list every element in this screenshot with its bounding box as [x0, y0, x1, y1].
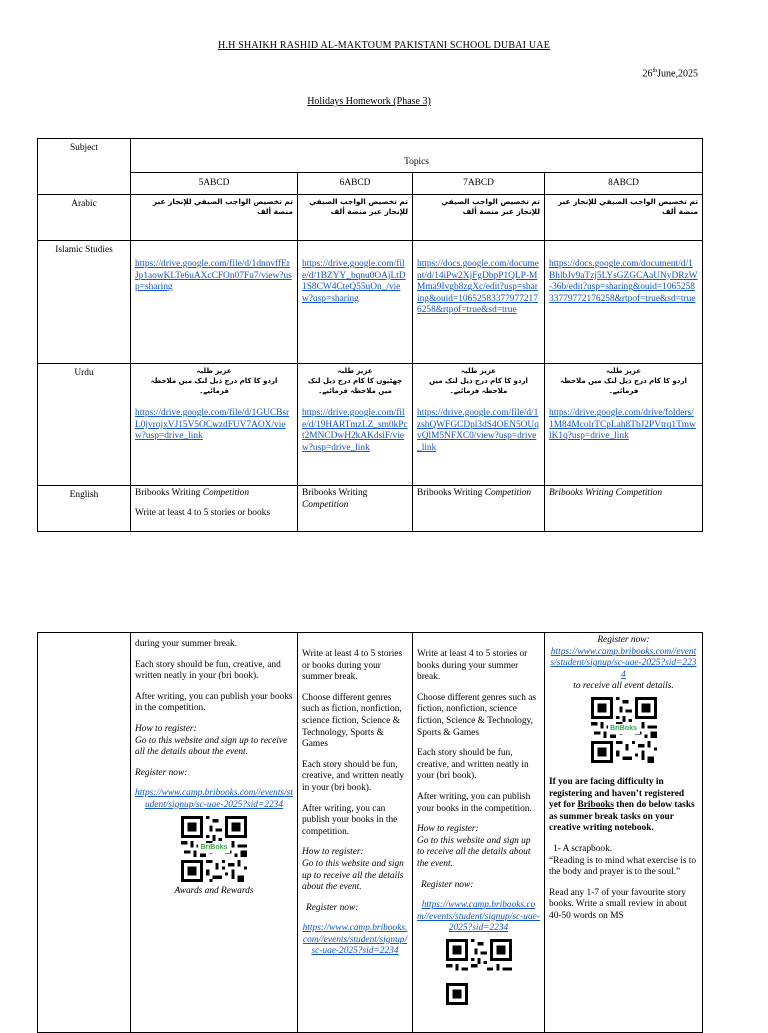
- cont6-register-link[interactable]: https://www.camp.bribooks.com//events/student/signup/sc-uae-2025?sid=2234: [302, 923, 408, 957]
- grade-6: 6ABCD: [298, 173, 413, 195]
- grade-5: 5ABCD: [131, 173, 298, 195]
- english-7-cell: [413, 486, 545, 532]
- urdu-5-greeting: عزیز طلبہ: [196, 367, 232, 375]
- english-7-competition: Competition: [484, 488, 532, 498]
- cont8-task1: 1- A scrapbook.: [553, 843, 613, 854]
- islamic-5-cell: [131, 241, 298, 364]
- date-rest: June,2025: [657, 68, 698, 80]
- english-5-line2: Write at least 4 to 5 stories or books: [135, 507, 271, 518]
- cont7-register-link[interactable]: https://www.camp.bribooks.com//events/student/signup/sc-uae-2025?sid=2234: [417, 900, 540, 934]
- row-urdu: [38, 364, 703, 486]
- cont-col-7: [413, 633, 545, 1033]
- cont6-p3: Each story should be fun, creative, and written neatly in your (bri book).: [302, 759, 405, 793]
- urdu-6-greeting: عزیز طلبہ: [337, 367, 373, 375]
- row-english: [38, 486, 703, 532]
- date-suffix: th: [652, 68, 658, 74]
- cont5-p3: After writing, you can publish your books in the competition.: [135, 691, 293, 714]
- cont8-read: Read any 1-7 of your favourite story books. Write a small review in about 40-50 words on MS: [549, 887, 687, 921]
- cont8-register-link[interactable]: https://www.camp.bribooks.com//events/student/signup/sc-uae-2025?sid=2234: [550, 646, 697, 680]
- table-header-row: [38, 139, 703, 173]
- continuation-table: [37, 632, 703, 1033]
- homework-title: Holidays Homework (Phase 3): [307, 96, 431, 107]
- cont5-p1: during your summer break.: [135, 639, 238, 649]
- english-5-competition: Competition: [202, 488, 250, 498]
- urdu-6-text: چھٹیوں کا کام درج ذیل لنک میں ملاحظہ فرمائیے۔: [307, 377, 403, 395]
- cont5-how-text: Go to this website and sign up to receive all the details about the event.: [135, 735, 288, 758]
- urdu-7-cell: [413, 364, 545, 486]
- english-6-prefix: Bribooks Writing: [302, 488, 368, 498]
- urdu-6-link[interactable]: https://drive.google.com/file/d/19HARTmzLZ_sm0kPct2MNCDwH2kAKdsiF/view?usp=drive_link: [302, 408, 408, 453]
- arabic-8: تم تخصيص الواجب الصيفي للإنجاز عبر منصة ألف: [545, 195, 703, 241]
- urdu-7-link[interactable]: https://drive.google.com/file/d/1zshQWFGCDpl3dS4OEN5OUqvQlM5NFXC0/view?usp=drive_link: [417, 408, 539, 453]
- islamic-8-cell: [545, 241, 703, 364]
- cont7-p2: Choose different genres such as fiction, nonfiction, science fiction, Science & Technology, Sports & Games: [417, 692, 537, 738]
- arabic-6: تم تخصيص الواجب الصيفي للإنجاز عبر منصة ألف: [298, 195, 413, 241]
- english-8-cell: Bribooks Writing Competition: [545, 486, 703, 532]
- bribooks-logo: BriBoks: [198, 843, 230, 853]
- arabic-7: تم تخصيص الواجب الصيفي للإنجاز عبر منصة ألف: [413, 195, 545, 241]
- urdu-6-cell: [298, 364, 413, 486]
- row-islamic: [38, 241, 703, 364]
- cont5-register: Register now:: [135, 767, 188, 778]
- islamic-5-link[interactable]: https://drive.google.com/file/d/1dnnvffErJp1aowKLTe6uAXcCFOn07Fu7/view?usp=sharing: [135, 259, 292, 293]
- cont5-how: How to register:: [135, 723, 197, 734]
- urdu-8-greeting: عزیز طلبہ: [606, 367, 641, 375]
- cont8-quote: “Reading is to mind what exercise is to the body and prayer is to the soul.”: [549, 855, 697, 878]
- urdu-5-cell: [131, 364, 298, 486]
- islamic-6-cell: [298, 241, 413, 364]
- islamic-8-link[interactable]: https://docs.google.com/document/d/1BhlbJv9aTzj5LYsGZGCAaUNyDRzW-36b/edit?usp=sharing&ouid=106525833779772176258&rtpof=true&sd=true: [549, 259, 698, 304]
- cont7-p3: Each story should be fun, creative, and written neatly in your (bri book).: [417, 748, 529, 782]
- english-6-competition: Competition: [302, 499, 349, 510]
- qr-code-8[interactable]: [591, 697, 657, 763]
- qr-code-7[interactable]: [446, 939, 512, 1005]
- cont7-how-text: Go to this website and sign up to receive all the details about the event.: [417, 835, 531, 869]
- urdu-5-link[interactable]: https://drive.google.com/file/d/1GUCBsrL0jvrojxVJ15V5OCwzdFUV7AOX/view?usp=drive_link: [135, 408, 290, 442]
- grade-7: 7ABCD: [413, 173, 545, 195]
- english-5-cell: [131, 486, 298, 532]
- english-6-cell: [298, 486, 413, 532]
- date: [642, 68, 698, 79]
- english-5-prefix: Bribooks Writing: [135, 488, 203, 498]
- subject-english: English: [38, 486, 131, 532]
- subject-arabic: Arabic: [38, 195, 131, 241]
- cont7-register: Register now:: [421, 879, 474, 890]
- row-arabic: [38, 195, 703, 241]
- cont6-how-text: Go to this website and sign up to receive all the details about the event.: [302, 858, 404, 893]
- school-name: H.H SHAIKH RASHID AL-MAKTOUM PAKISTANI SCHOOL DUBAI UAE: [217, 40, 551, 51]
- qr-code-icon: [446, 939, 512, 1005]
- cont8-difficulty: If you are facing difficulty in registering and haven’t registered yet for Bribooks then do below tasks as summer break tasks on your creative writing notebook.: [549, 776, 695, 834]
- subject-islamic: Islamic Studies: [38, 241, 131, 364]
- cont8-register: Register now:: [597, 635, 650, 645]
- subject-header: Subject: [38, 139, 131, 195]
- cont5-p2: Each story should be fun, creative, and written neatly in your (bri book).: [135, 659, 281, 682]
- cont6-how: How to register:: [302, 847, 364, 858]
- cont5-register-link[interactable]: https://www.camp.bribooks.com//events/student/signup/sc-uae-2025?sid=2234: [135, 788, 293, 810]
- urdu-7-text: اردو کا کام درج ذیل لنک میں ملاحظہ فرمائیے۔: [429, 377, 528, 395]
- cont7-p1: Write at least 4 to 5 stories or books during your summer break.: [417, 649, 528, 683]
- urdu-8-text: اردو کا کام درج ذیل لنک میں ملاحظہ فرمائیے۔: [560, 377, 687, 395]
- urdu-5-text: اردو کا کام درج ذیل لنک میں ملاحظہ فرمائیے۔: [150, 377, 278, 395]
- urdu-8-link[interactable]: https://drive.google.com/drive/folders/1M84McolrTCpLah8TbJ2PVtrq1TmwlK1q?usp=drive_link: [549, 408, 696, 442]
- bribooks-logo: BriBoks: [608, 724, 640, 734]
- english-7-prefix: Bribooks Writing: [417, 488, 485, 498]
- cont5-awards: Awards and Rewards: [174, 885, 254, 896]
- arabic-5: تم تخصيص الواجب الصيفي للإنجاز عبر منصة ألف: [131, 195, 298, 241]
- cont6-p1: Write at least 4 to 5 stories or books during your summer break.: [302, 649, 403, 683]
- cont6-p4: After writing, you can publish your books in the competition.: [302, 803, 398, 837]
- islamic-6-link[interactable]: https://drive.google.com/file/d/1BZYY_bqnu0OAjLtD1S8CW4CteQ55uOn_/view?usp=sharing: [302, 259, 406, 304]
- cont-col-8: [545, 633, 703, 1033]
- cont7-how: How to register:: [417, 824, 479, 835]
- grade-8: 8ABCD: [545, 173, 703, 195]
- continuation-subject-cell: [38, 633, 131, 1033]
- islamic-7-cell: [413, 241, 545, 364]
- date-day: 26: [642, 68, 653, 80]
- cont6-p2: Choose different genres such as fiction, nonfiction, science fiction, Science & Technology, Sports & Games: [302, 692, 402, 750]
- islamic-7-link[interactable]: https://docs.google.com/document/d/14iPw2XjFgDbpP1QLP-MMma9Ivgb8zgXc/edit?usp=sharing&ouid=106525833779772176258&rtpof=true&sd=true: [417, 259, 539, 316]
- cont8-receive: to receive all event details.: [573, 681, 674, 692]
- continuation-row: [38, 633, 703, 1033]
- cont6-register: Register now:: [306, 902, 359, 913]
- urdu-7-greeting: عزیز طلبہ: [461, 367, 496, 375]
- homework-table: [37, 138, 703, 532]
- subject-urdu: Urdu: [38, 364, 131, 486]
- topics-header: Topics: [131, 139, 703, 173]
- urdu-8-cell: [545, 364, 703, 486]
- cont-col-5: [131, 633, 298, 1033]
- qr-code-5[interactable]: [181, 816, 247, 882]
- grades-row: [38, 173, 703, 195]
- cont7-p4: After writing, you can publish your books in the competition.: [417, 791, 532, 814]
- cont-col-6: [298, 633, 413, 1033]
